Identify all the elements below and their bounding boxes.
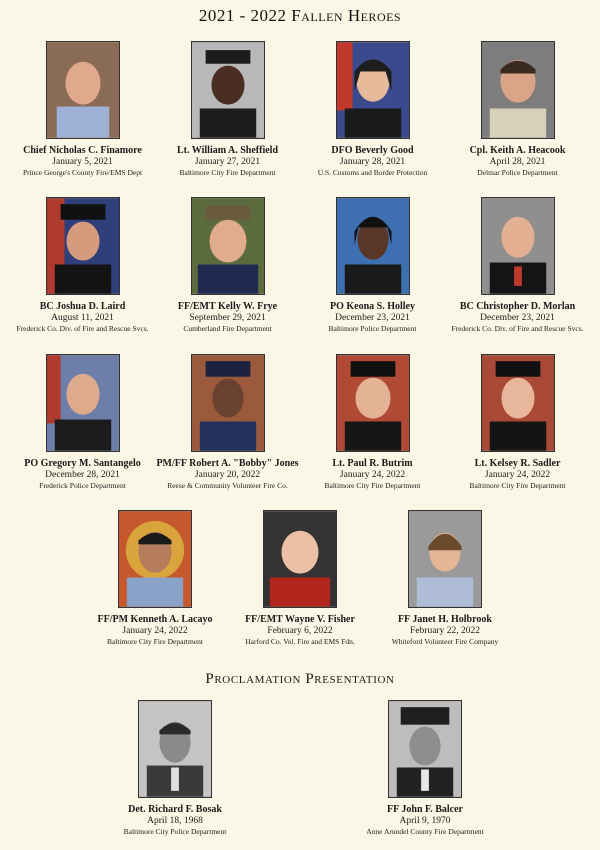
hero-department: Baltimore City Fire Department [469,481,566,490]
hero-portrait [191,41,265,139]
honoree-department: Baltimore City Police Department [123,827,227,836]
hero-date: January 5, 2021 [52,157,113,167]
hero-department: Baltimore Police Department [328,324,417,333]
hero-card [445,354,590,490]
hero-portrait [481,354,555,452]
heroes-row-1 [0,41,600,177]
honoree-date: April 18, 1968 [147,816,203,826]
hero-name: Cpl. Keith A. Heacook [469,145,566,156]
hero-name: PM/FF Robert A. "Bobby" Jones [156,458,299,469]
hero-portrait [481,197,555,295]
hero-name: PO Gregory M. Santangelo [24,458,141,469]
hero-department: Baltimore City Fire Department [179,168,276,177]
hero-card [83,510,228,646]
heroes-row-2 [0,197,600,333]
hero-card [155,354,300,490]
hero-name: DFO Beverly Good [331,145,414,156]
page-title: 2021 - 2022 Fallen Heroes [198,6,402,25]
hero-card [373,510,518,646]
honoree-portrait [138,700,212,798]
hero-card [300,41,445,177]
hero-date: January 24, 2022 [484,470,551,480]
hero-portrait [336,354,410,452]
hero-card [445,197,590,333]
hero-date: August 11, 2021 [51,313,114,323]
hero-name: Lt. William A. Sheffield [176,145,279,156]
hero-department: Frederick Co. Div. of Fire and Rescue Svcs. [16,324,149,333]
hero-card [300,197,445,333]
hero-portrait [46,354,120,452]
hero-portrait [46,41,120,139]
proclamation-row [0,700,600,836]
hero-department: Frederick Police Department [39,481,126,490]
hero-card [155,41,300,177]
hero-card [228,510,373,646]
heroes-row-4 [0,510,600,646]
hero-name: PO Keona S. Holley [330,301,415,312]
honoree-date: April 9, 1970 [399,816,451,826]
hero-name: Lt. Paul R. Butrim [332,458,413,469]
hero-department: Baltimore City Fire Department [324,481,421,490]
honoree-department: Anne Arundel County Fire Department [366,827,484,836]
hero-date: September 29, 2021 [189,313,266,323]
hero-name: BC Christopher D. Morlan [459,301,576,312]
honoree-portrait [388,700,462,798]
hero-portrait [263,510,337,608]
hero-department: U.S. Customs and Border Protection [317,168,428,177]
hero-date: January 24, 2022 [339,470,406,480]
hero-date: December 23, 2021 [335,313,410,323]
hero-portrait [336,41,410,139]
hero-card [10,197,155,333]
hero-name: FF/EMT Kelly W. Frye [177,301,278,312]
hero-department: Cumberland Fire Department [183,324,272,333]
honoree-card [95,700,255,836]
hero-card [445,41,590,177]
hero-portrait [336,197,410,295]
hero-card [10,41,155,177]
hero-card [10,354,155,490]
hero-name: FF Janet H. Holbrook [398,614,492,625]
hero-portrait [191,354,265,452]
hero-date: January 20, 2022 [194,470,261,480]
hero-name: Chief Nicholas C. Finamore [23,145,142,156]
hero-name: FF/EMT Wayne V. Fisher [245,614,355,625]
hero-date: February 6, 2022 [267,626,333,636]
hero-card [300,354,445,490]
hero-department: Frederick Co. Div. of Fire and Rescue Svcs. [451,324,584,333]
hero-department: Harford Co. Vol. Fire and EMS Fdn. [245,637,355,646]
hero-date: February 22, 2022 [410,626,480,636]
hero-name: BC Joshua D. Laird [39,301,126,312]
hero-card [155,197,300,333]
hero-portrait [408,510,482,608]
hero-department: Delmar Police Department [477,168,558,177]
honoree-name: FF John F. Balcer [387,804,463,815]
hero-portrait [191,197,265,295]
hero-date: December 28, 2021 [45,470,120,480]
heroes-row-3 [0,354,600,490]
proclamation-heading: Proclamation Presentation [205,671,395,687]
hero-portrait [46,197,120,295]
hero-name: Lt. Kelsey R. Sadler [474,458,561,469]
hero-date: December 23, 2021 [480,313,555,323]
hero-department: Whiteford Volunteer Fire Company [391,637,499,646]
hero-portrait [481,41,555,139]
hero-name: FF/PM Kenneth A. Lacayo [97,614,213,625]
hero-date: January 24, 2022 [122,626,188,636]
hero-department: Baltimore City Fire Department [106,637,204,646]
hero-date: January 28, 2021 [339,157,406,167]
hero-department: Prince George's County Fire/EMS Dept [22,168,143,177]
hero-date: April 28, 2021 [489,157,546,167]
honoree-name: Det. Richard F. Bosak [128,804,222,815]
hero-portrait [118,510,192,608]
honoree-card [345,700,505,836]
hero-department: Reese & Community Volunteer Fire Co. [167,481,288,490]
hero-date: January 27, 2021 [194,157,261,167]
